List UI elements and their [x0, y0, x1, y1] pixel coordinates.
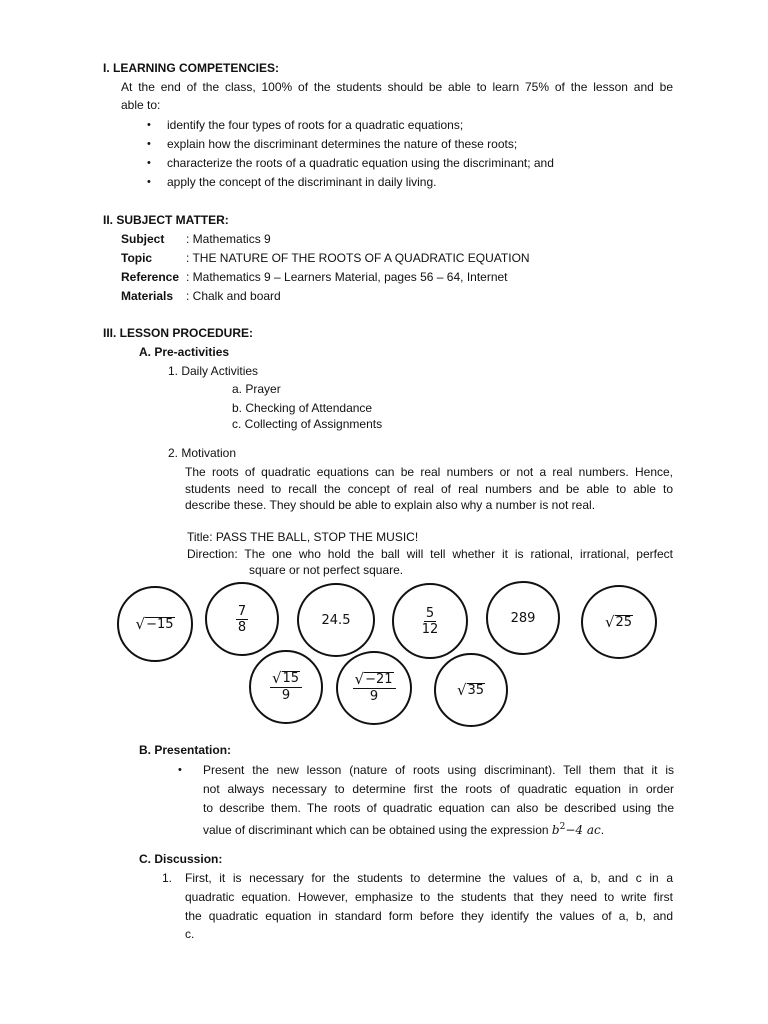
number-circle-sqrt-neg21-over-9 [336, 651, 412, 725]
radical-sign: √ [271, 669, 282, 687]
motivation-text-line: describe these. They should be able to explain also why a number is not real. [185, 498, 596, 512]
reference-value: : Mathematics 9 – Learners Material, pages 56 – 64, Internet [186, 270, 508, 284]
intro-text-line: At the end of the class, 100% of the students should be able to learn 75% of the lesson and be [121, 80, 673, 94]
discussion-text-line: the quadratic equation in standard form before they identify the values of a, b, and [185, 909, 673, 923]
radicand: −21 [365, 672, 393, 687]
presentation-text-line: Present the new lesson (nature of roots using discriminant). Tell them that it is [203, 763, 674, 777]
materials-label: Materials [121, 289, 174, 303]
bullet-icon: • [147, 157, 151, 169]
number-circle-289 [486, 581, 560, 655]
motivation-heading: 2. Motivation [168, 446, 237, 460]
circle-value: 24.5 [321, 612, 351, 628]
bullet-icon: • [147, 138, 151, 150]
intro-text-line: able to: [121, 98, 161, 112]
competency-item: apply the concept of the discriminant in daily living. [167, 175, 437, 189]
radicand: 35 [467, 682, 485, 698]
circle-value: 289 [510, 610, 536, 626]
subject-value: : Mathematics 9 [186, 232, 271, 246]
discussion-item-number: 1. [162, 871, 173, 885]
number-circle-24-5 [297, 583, 375, 657]
radical-sign: √ [604, 612, 615, 631]
presentation-text-line [203, 820, 604, 838]
discussion-heading: C. Discussion: [139, 852, 223, 866]
section-heading-subject-matter: II. SUBJECT MATTER: [103, 213, 229, 227]
number-circle-sqrt-35 [434, 653, 508, 727]
presentation-text-line: to describe them. The roots of quadratic equation can also be described using the [203, 801, 674, 815]
competency-item: characterize the roots of a quadratic equation using the discriminant; and [167, 156, 554, 170]
number-circle-7-over-8 [205, 582, 279, 656]
number-circle-sqrt-25 [581, 585, 657, 659]
topic-value: : THE NATURE OF THE ROOTS OF A QUADRATIC EQUATION [186, 251, 530, 265]
motivation-text-line: The roots of quadratic equations can be real numbers or not a real numbers. Hence, [185, 465, 673, 479]
daily-activities-heading: 1. Daily Activities [168, 364, 259, 378]
daily-activity-item: b. Checking of Attendance [232, 401, 373, 415]
daily-activity-item: c. Collecting of Assignments [232, 417, 383, 431]
expr-rest: −4 ac [565, 823, 601, 837]
presentation-text-line: not always necessary to determine first the roots of quadratic equation in order [203, 782, 674, 796]
pre-activities-heading: A. Pre-activities [139, 345, 230, 359]
expr-b: b [551, 823, 560, 837]
bullet-icon: • [147, 119, 151, 131]
numerator: 5 [425, 605, 435, 621]
reference-label: Reference [121, 270, 180, 284]
section-heading-learning-competencies: I. LEARNING COMPETENCIES: [103, 61, 280, 75]
discussion-text-line: First, it is necessary for the students to determine the values of a, b, and c in a [185, 871, 673, 885]
number-circle-sqrt15-over-9 [249, 650, 323, 724]
materials-value: : Chalk and board [186, 289, 281, 303]
denominator: 9 [281, 688, 291, 703]
radicand: 25 [615, 614, 633, 630]
competency-item: explain how the discriminant determines the nature of these roots; [167, 137, 518, 151]
radical-sign: √ [456, 680, 467, 699]
presentation-text: value of discriminant which can be obtained using the expression [203, 823, 549, 837]
bullet-icon: • [147, 176, 151, 188]
discriminant-expression [552, 823, 601, 837]
subject-label: Subject [121, 232, 165, 246]
numerator: 7 [237, 603, 247, 619]
radicand: −15 [146, 616, 174, 632]
denominator: 8 [237, 619, 247, 635]
expr-exponent: 2 [559, 822, 566, 832]
discussion-text-line: c. [185, 927, 195, 941]
radical-sign: √ [135, 614, 146, 633]
presentation-heading: B. Presentation: [139, 743, 232, 757]
number-circle-sqrt-neg15 [117, 586, 193, 662]
discussion-text-line: quadratic equation. However, emphasize to the students that they need to write first [185, 890, 673, 904]
game-title: Title: PASS THE BALL, STOP THE MUSIC! [187, 530, 419, 544]
denominator: 9 [369, 689, 379, 704]
denominator: 12 [421, 621, 439, 637]
competency-item: identify the four types of roots for a quadratic equations; [167, 118, 464, 132]
radicand: 15 [282, 671, 300, 686]
motivation-text-line: students need to recall the concept of real of real numbers and be able to able to [185, 482, 673, 496]
section-heading-lesson-procedure: III. LESSON PROCEDURE: [103, 326, 254, 340]
number-circle-5-over-12 [392, 583, 468, 659]
radical-sign: √ [354, 670, 365, 688]
game-direction-line: Direction: The one who hold the ball will tell whether it is rational, irrational, perfect [187, 547, 673, 561]
bullet-icon: • [178, 764, 182, 776]
game-direction-line: square or not perfect square. [249, 563, 404, 577]
daily-activity-item: a. Prayer [232, 382, 281, 396]
expr-period: . [600, 823, 605, 837]
topic-label: Topic [121, 251, 153, 265]
